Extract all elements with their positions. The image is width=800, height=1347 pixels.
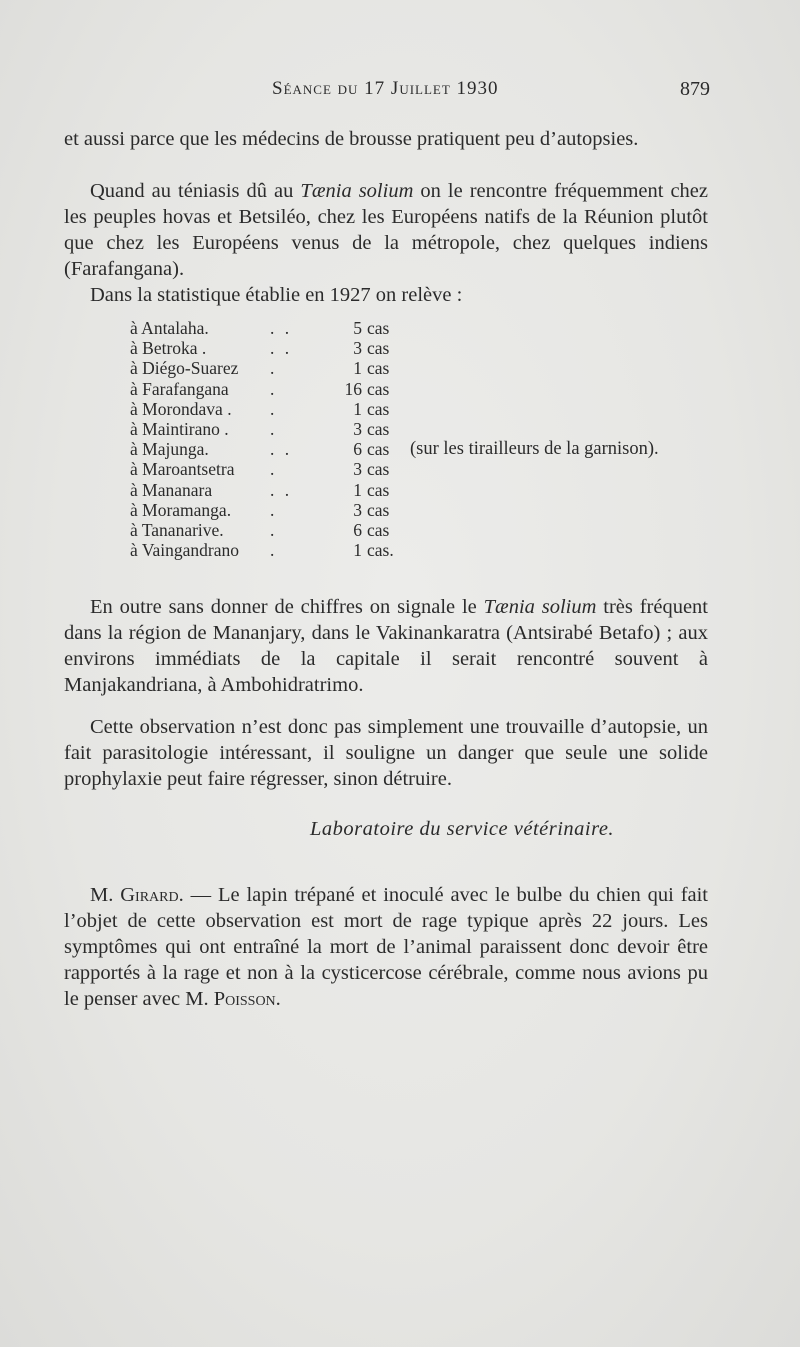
statistics-row: [130, 419, 730, 439]
paragraph-text: très fréquent dans la région de Mananjary, dans le Vakinankaratra (Antsirabé Betafo) ; aux environs immédiats de la capitale il serait rencontré souvent à Manjakandriana, à Ambohidratrimo.: [64, 596, 708, 696]
case-count: 6: [353, 439, 362, 460]
case-unit: cas: [367, 459, 390, 480]
paragraph-girard: [64, 882, 708, 1012]
leader-dots: .: [270, 540, 278, 561]
case-unit: cas: [367, 439, 390, 460]
case-unit: cas.: [367, 540, 394, 561]
species-name: Tænia solium: [300, 180, 414, 202]
case-count: 3: [353, 459, 362, 480]
leader-dots: . .: [270, 318, 293, 338]
paragraph-text: Cette observation n’est donc pas simplement une trouvaille d’autopsie, un fait parasitologie intéressant, il souligne un danger que seule une solide prophylaxie peut faire régresser, sinon détruire.: [64, 716, 708, 790]
leader-dots: .: [270, 398, 278, 419]
statistics-row: [130, 318, 730, 338]
paragraph-text: — Le lapin trépané et inoculé avec le bulbe du chien qui fait l’objet de cette observation est mort de rage typique après 22 jours. Les symptômes qui ont entraîné la mort de l’animal paraissent donc devoir être rapportés à la rage et non à la cysticercose cérébrale, comme nous avions pu le penser avec: [64, 884, 709, 1010]
case-unit: cas: [367, 378, 390, 399]
leader-dots: .: [270, 358, 278, 379]
leader-dots: .: [270, 378, 278, 399]
case-unit: cas: [367, 338, 390, 359]
place-name: à Maroantsetra: [130, 459, 235, 480]
case-count: 1: [353, 358, 362, 379]
species-name: Tænia solium: [483, 596, 597, 618]
case-unit: cas: [367, 358, 390, 379]
paragraph-text: Quand au téniasis dû au: [90, 180, 301, 202]
leader-dots: . .: [270, 338, 293, 359]
paragraph-teniasis: [64, 178, 708, 282]
paragraph-text: on le rencontre fréquemment chez les peuples hovas et Betsiléo, chez les Européens natifs de la Réunion plutôt que chez les Européens venus de la métropole, chez quelques indiens (Farafangana).: [64, 180, 708, 280]
running-title: Séance du 17 Juillet 1930: [272, 78, 499, 99]
case-unit: cas: [367, 418, 390, 439]
page-number: 879: [680, 78, 710, 100]
row-note: (sur les tirailleurs de la garnison).: [410, 439, 659, 460]
place-name: à Farafangana: [130, 378, 229, 399]
case-unit: cas: [367, 479, 390, 500]
leader-dots: . .: [270, 439, 293, 460]
statistics-row: [130, 540, 730, 560]
statistics-row: [130, 379, 730, 399]
statistics-table: [130, 318, 730, 560]
reference-name: M. Poisson.: [185, 988, 281, 1010]
paragraph-text: En outre sans donner de chiffres on signale le: [90, 596, 484, 618]
laboratory-signature: Laboratoire du service vétérinaire.: [310, 818, 615, 840]
case-count: 1: [353, 398, 362, 419]
place-name: à Moramanga.: [130, 499, 232, 520]
statistics-row: [130, 459, 730, 479]
place-name: à Betroka .: [130, 338, 207, 359]
paragraph-autopsies: [64, 126, 708, 152]
case-count: 3: [353, 499, 362, 520]
statistics-row: [130, 439, 730, 459]
statistics-row: [130, 399, 730, 419]
leader-dots: . .: [270, 479, 293, 500]
paragraph-other-regions: [64, 594, 708, 698]
case-unit: cas: [367, 318, 390, 338]
statistics-row: [130, 338, 730, 358]
place-name: à Vaingandrano: [130, 540, 240, 561]
case-count: 3: [353, 338, 362, 359]
place-name: à Morondava .: [130, 398, 232, 419]
paragraph-text: et aussi parce que les médecins de brousse pratiquent peu d’autopsies.: [64, 128, 639, 150]
statistics-row: [130, 480, 730, 500]
case-count: 1: [353, 479, 362, 500]
case-unit: cas: [367, 398, 390, 419]
case-unit: cas: [367, 519, 390, 540]
statistics-row: [130, 358, 730, 378]
leader-dots: .: [270, 418, 278, 439]
leader-dots: .: [270, 499, 278, 520]
place-name: à Tananarive.: [130, 519, 224, 540]
statistics-row: [130, 520, 730, 540]
case-count: 16: [344, 378, 362, 399]
place-name: à Antalaha.: [130, 318, 209, 338]
place-name: à Maintirano .: [130, 418, 229, 439]
paragraph-text: Dans la statistique établie en 1927 on relève :: [90, 284, 463, 306]
leader-dots: .: [270, 519, 278, 540]
case-count: 6: [353, 519, 362, 540]
paragraph-conclusion: [64, 714, 708, 792]
place-name: à Majunga.: [130, 439, 209, 460]
case-count: 5: [353, 318, 362, 338]
case-count: 1: [353, 540, 362, 561]
place-name: à Diégo-Suarez: [130, 358, 239, 379]
page-header: [0, 76, 800, 106]
paragraph-statistics-intro: [64, 282, 708, 308]
case-count: 3: [353, 418, 362, 439]
statistics-row: [130, 500, 730, 520]
place-name: à Mananara: [130, 479, 213, 500]
speaker-name: M. Girard.: [90, 884, 184, 906]
case-unit: cas: [367, 499, 390, 520]
leader-dots: .: [270, 459, 278, 480]
